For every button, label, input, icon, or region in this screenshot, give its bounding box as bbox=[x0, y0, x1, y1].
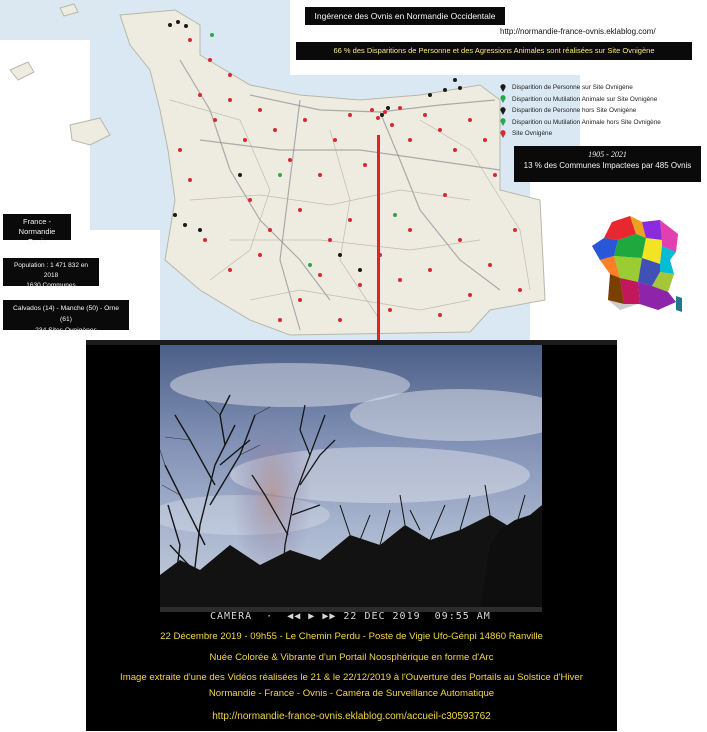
legend-label: Disparition de Personne hors Site Ovnigène bbox=[512, 107, 637, 115]
statistic-banner bbox=[296, 42, 692, 60]
france-regions-map bbox=[590, 212, 686, 316]
impact-text: 13 % des Communes Impactees par 485 Ovnis bbox=[523, 161, 692, 170]
blog-url-link[interactable]: http://normandie-france-ovnis.eklablog.com/ bbox=[500, 27, 656, 36]
legend-item bbox=[500, 94, 700, 106]
map-pin-icon bbox=[500, 95, 506, 103]
region-line-1: France - Normandie bbox=[18, 217, 56, 236]
impact-box bbox=[514, 146, 701, 182]
legend-item bbox=[500, 117, 700, 129]
caption-url-link[interactable]: http://normandie-france-ovnis.eklablog.com/accueil-c30593762 bbox=[212, 711, 491, 722]
population-box bbox=[3, 258, 99, 289]
connector-line bbox=[377, 135, 380, 340]
map-pin-icon bbox=[500, 84, 506, 92]
legend-label: Site Ovnigène bbox=[512, 130, 553, 138]
legend-label: Disparition de Personne sur Site Ovnigène bbox=[512, 84, 633, 92]
map-legend bbox=[500, 82, 700, 140]
map-pin-icon bbox=[500, 130, 506, 138]
map-title bbox=[305, 7, 505, 25]
legend-label: Disparition ou Mutilation Animale sur Site Ovnigène bbox=[512, 95, 658, 103]
population-line: Population : 1 471 832 en 2018 bbox=[13, 262, 89, 279]
caption-keywords: Normandie - France - Ovnis - Caméra de Surveillance Automatique bbox=[208, 688, 495, 699]
legend-item bbox=[500, 128, 700, 140]
departments-line: Calvados (14) - Manche (50) - Orne (61) bbox=[13, 305, 119, 323]
map-title-text: Ingérence des Ovnis en Normandie Occidentale bbox=[314, 11, 496, 21]
map-pin-icon bbox=[500, 107, 506, 115]
caption-date-location: 22 Décembre 2019 - 09h55 - Le Chemin Perdu - Poste de Vigie Ufo-Génpi 14860 Ranville bbox=[160, 631, 543, 642]
legend-label: Disparition ou Mutilation Animale hors Site Ovnigène bbox=[512, 118, 661, 126]
impact-years: 1905 - 2021 bbox=[588, 150, 627, 159]
legend-item bbox=[500, 105, 700, 117]
sites-box bbox=[3, 300, 129, 334]
legend-item bbox=[500, 82, 700, 94]
region-line-2: Ovnis bbox=[27, 237, 47, 246]
camera-timestamp-overlay: CAMERA · ◀◀ ▶ ▶▶ 22 DEC 2019 09:55 AM bbox=[210, 611, 491, 622]
sites-count-line: 234 Sites Ovnigènes bbox=[35, 327, 97, 334]
region-box bbox=[3, 214, 71, 246]
communes-line: 1630 Communes bbox=[26, 282, 76, 289]
caption-description: Nuée Colorée & Vibrante d'un Portail Noosphérique en forme d'Arc bbox=[209, 652, 494, 663]
caption-source: Image extraite d'une des Vidéos réalisées le 21 & le 22/12/2019 à l'Ouverture des Portails au Solstice d'Hiver bbox=[120, 672, 583, 683]
statistic-text: 66 % des Disparitions de Personne et des Agressions Animales sont réalisées sur Site Ovnigène bbox=[333, 46, 655, 55]
map-pin-icon bbox=[500, 118, 506, 126]
surveillance-photo bbox=[160, 345, 542, 609]
